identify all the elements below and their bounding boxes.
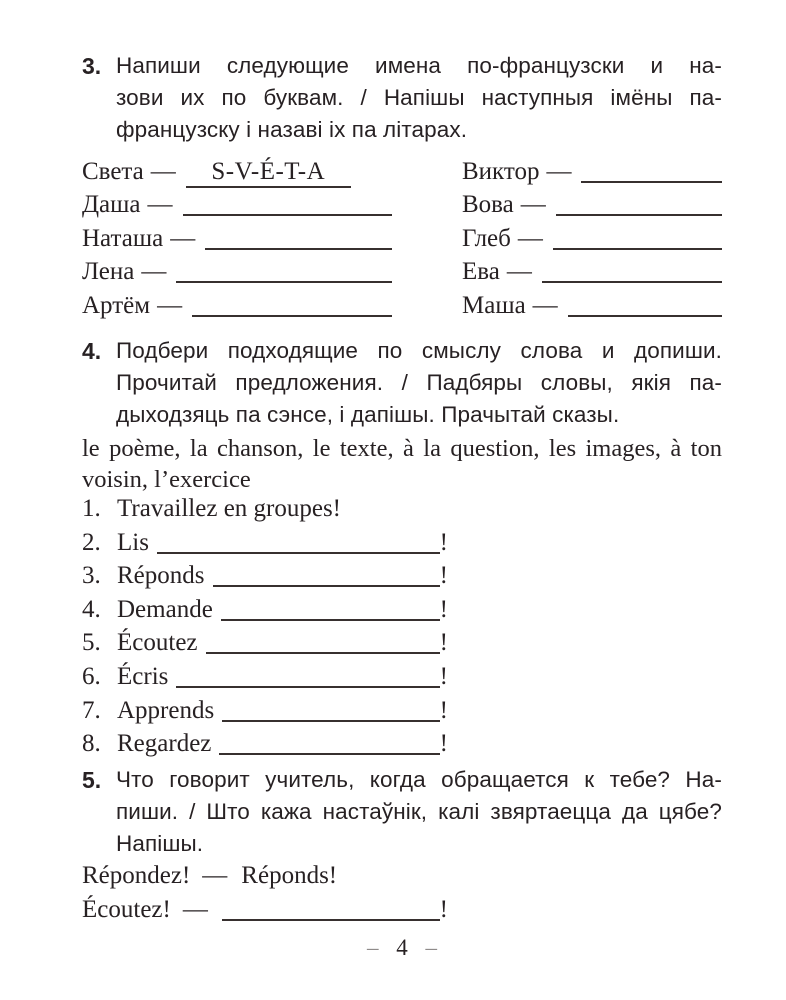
name-row — [462, 158, 722, 191]
page-number-left-dash: – — [367, 934, 379, 960]
sentence-verb: Demande — [117, 595, 213, 623]
sentence-number: 3. — [82, 562, 101, 590]
sentence-blank-line — [157, 551, 440, 554]
dash: — — [157, 291, 183, 319]
dash: — — [147, 191, 173, 219]
sentence-blank-line — [206, 651, 440, 654]
name-label: Артём — [82, 291, 151, 319]
sentence-number: 7. — [82, 696, 101, 724]
exercise-5-number: 5. — [82, 766, 102, 793]
instruction-line: французску і назаві іх па літарах. — [116, 117, 468, 142]
instruction-line: зови их по буквам. / Напішы наступныя імёны па- — [116, 85, 722, 110]
name-label: Наташа — [82, 224, 164, 252]
word-bank-line: voisin, l’exercice — [82, 465, 251, 493]
sentence-row — [82, 730, 448, 764]
exclamation-mark: ! — [439, 696, 448, 724]
exercise-5-example-row — [82, 862, 722, 896]
sentence-row — [82, 529, 448, 563]
name-row — [462, 292, 722, 325]
answer-blank-line — [542, 280, 722, 283]
dash: — — [170, 224, 196, 252]
sentence-verb: Regardez — [117, 730, 212, 758]
exercise-5 — [82, 764, 722, 860]
exercise-3-number: 3. — [82, 53, 102, 79]
exercise-4-sentence-list — [82, 495, 722, 764]
sentence-blank-line — [222, 719, 439, 722]
sentence-verb: Travaillez en groupes! — [117, 494, 342, 522]
sentence-number: 8. — [82, 730, 101, 758]
instruction-line: Прочитай предложения. / Падбяры словы, якія па- — [116, 369, 722, 395]
sentence-blank-line — [221, 618, 440, 621]
name-row — [82, 292, 392, 325]
word-bank-line: le poème, la chanson, le texte, à la question, les images, à ton — [82, 434, 722, 462]
name-label: Ева — [462, 258, 500, 286]
name-label: Виктор — [462, 158, 540, 185]
name-row — [82, 191, 392, 224]
answer-blank-line — [192, 314, 392, 317]
exercise-4-word-bank — [82, 433, 722, 495]
dash: — — [202, 861, 228, 889]
instruction-line: пиши. / Што кажа настаўнік, калі звяртаецца да цябе? — [116, 798, 722, 824]
answer-blank-line — [176, 280, 392, 283]
exercise-5-instruction — [116, 764, 722, 860]
sentence-blank-line — [176, 685, 439, 688]
name-label: Маша — [462, 291, 526, 319]
name-column-right — [462, 158, 722, 325]
sentence-number: 5. — [82, 629, 101, 657]
exclamation-mark: ! — [439, 595, 448, 623]
sentence-number: 4. — [82, 595, 101, 623]
instruction-line: Подбери подходящие по смыслу слова и допиши. — [116, 337, 722, 363]
sentence-verb: Écoutez — [117, 629, 198, 657]
exclamation-mark: ! — [439, 662, 448, 690]
exercise-4-number: 4. — [82, 337, 102, 364]
name-column-left — [82, 158, 392, 325]
exclamation-mark: ! — [439, 528, 448, 556]
exercise-3 — [82, 50, 722, 146]
instruction-line: Что говорит учитель, когда обращается к тебе? На- — [116, 766, 722, 792]
instruction-line: дыходзяць па сэнсе, і дапішы. Прачытай сказы. — [116, 401, 620, 427]
name-row — [82, 258, 392, 291]
name-row — [82, 225, 392, 258]
sentence-row — [82, 596, 448, 630]
dash: — — [532, 291, 558, 319]
page-number-right-dash: – — [425, 934, 437, 960]
dash: — — [182, 895, 208, 923]
answer-blank-line — [205, 247, 392, 250]
exercise-3-name-list — [82, 158, 722, 325]
sentence-verb: Écris — [117, 662, 169, 690]
name-label: Света — [82, 158, 144, 185]
name-row — [82, 158, 392, 191]
answer-blank-line — [183, 213, 393, 216]
name-label: Глеб — [462, 224, 511, 252]
exclamation-mark: ! — [439, 562, 448, 590]
page-number — [82, 935, 722, 961]
dash: — — [520, 191, 546, 219]
answer-prompt: Écoutez! — [82, 895, 171, 923]
dash: — — [141, 258, 167, 286]
sentence-blank-line — [213, 584, 440, 587]
page-number-value: 4 — [396, 934, 408, 960]
answer-blank-line — [222, 918, 440, 921]
sentence-row — [82, 697, 448, 731]
exclamation-mark: ! — [439, 730, 448, 758]
name-label: Даша — [82, 191, 141, 219]
answer-blank-line — [556, 213, 722, 216]
exercise-3-instruction — [116, 50, 722, 146]
exercise-4 — [82, 335, 722, 431]
exclamation-mark: ! — [439, 629, 448, 657]
answer-blank-line — [568, 314, 722, 317]
sentence-verb: Lis — [117, 528, 149, 556]
dash: — — [517, 224, 543, 252]
sentence-number: 2. — [82, 528, 101, 556]
name-row — [462, 191, 722, 224]
name-row — [462, 258, 722, 291]
name-label: Вова — [462, 191, 514, 219]
example-prompt: Répondez! — [82, 861, 191, 889]
instruction-line: Напиши следующие имена по-французски и на- — [116, 53, 722, 78]
sentence-row — [82, 495, 448, 529]
name-label: Лена — [82, 258, 135, 286]
name-row — [462, 225, 722, 258]
exercise-5-answer-row — [82, 896, 448, 930]
answer-blank-line — [581, 180, 722, 183]
dash: — — [150, 158, 176, 185]
example-answer: Réponds! — [241, 861, 338, 889]
sentence-verb: Apprends — [117, 696, 215, 724]
sentence-number: 1. — [82, 494, 101, 522]
answer-blank-line: S-V-É-T-A — [186, 158, 351, 188]
sentence-blank-line — [219, 752, 439, 755]
answer-blank-line — [553, 247, 722, 250]
sentence-row — [82, 663, 448, 697]
sentence-row — [82, 629, 448, 663]
exclamation-mark: ! — [439, 895, 448, 923]
instruction-line: Напішы. — [116, 830, 204, 856]
exercise-4-instruction — [116, 335, 722, 431]
sentence-number: 6. — [82, 662, 101, 690]
sentence-row — [82, 562, 448, 596]
dash: — — [506, 258, 532, 286]
dash: — — [546, 158, 572, 185]
sentence-verb: Réponds — [117, 562, 205, 590]
